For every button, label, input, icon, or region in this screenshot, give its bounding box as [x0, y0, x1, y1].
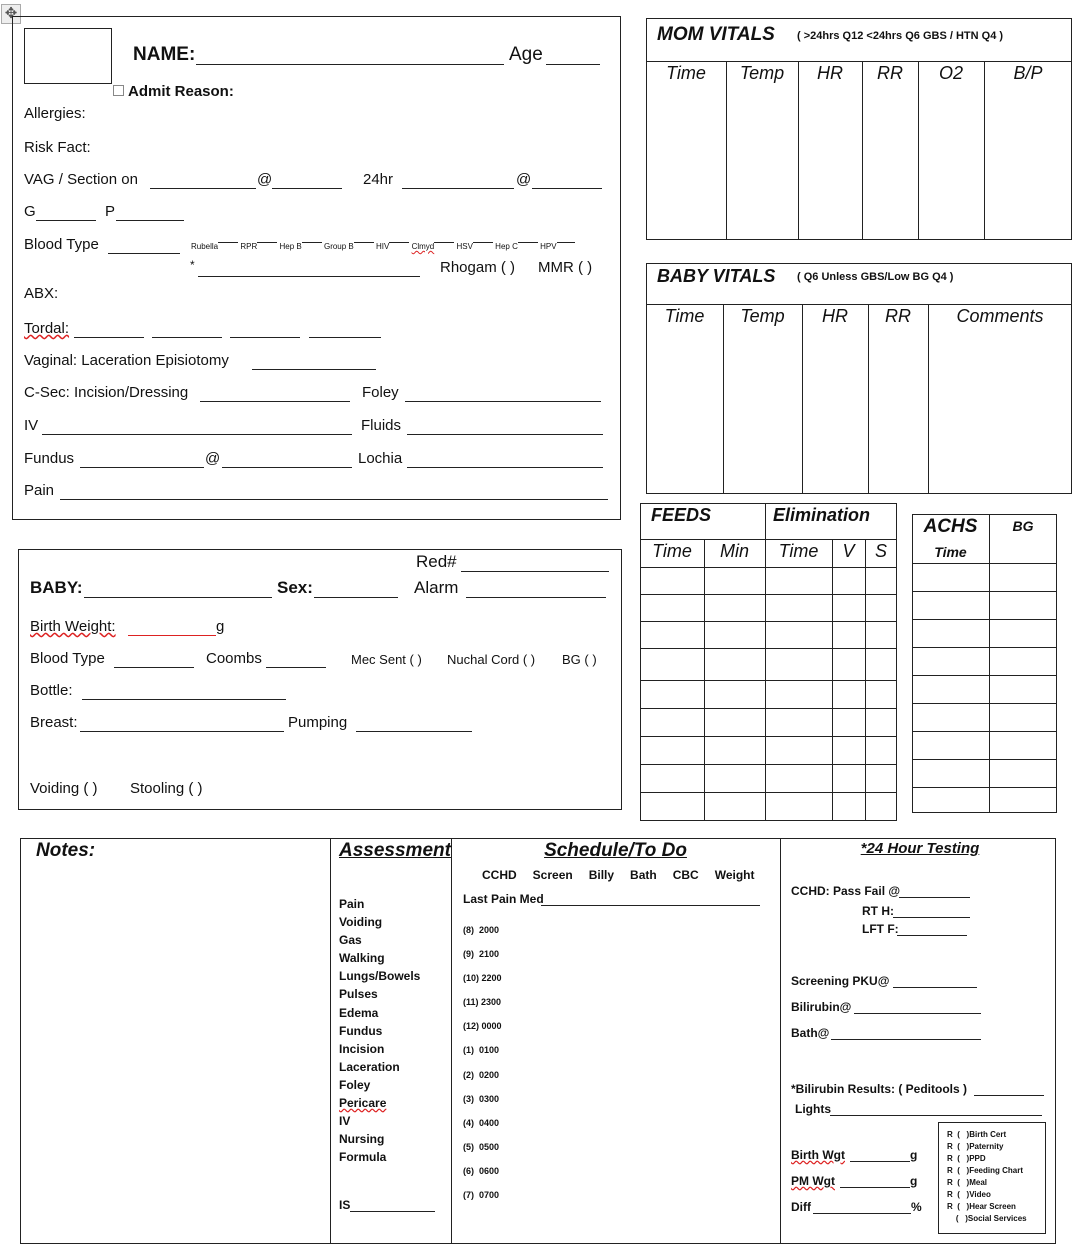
col-temp: Temp	[739, 63, 785, 83]
assessment-item: Pulses	[339, 987, 378, 1002]
birth-wgt-label	[791, 1148, 845, 1162]
cchd-label: CCHD: Pass Fail @	[791, 884, 901, 898]
bg-header: BG	[1012, 518, 1034, 534]
voiding-check[interactable]: Voiding ( )	[30, 780, 98, 797]
col-feed-min: Min	[719, 541, 749, 561]
red-number-label: Red#	[416, 552, 457, 571]
move-handle-icon[interactable]: ✥	[1, 4, 21, 24]
bili-results-field[interactable]	[974, 1095, 1044, 1096]
red-number-field[interactable]	[461, 571, 609, 572]
cchd-field[interactable]	[899, 897, 970, 898]
col-rr: RR	[885, 306, 911, 326]
lochia-field[interactable]	[407, 467, 603, 468]
pm-wgt-text: PM Wgt	[791, 1174, 835, 1188]
assessment-item: Nursing	[339, 1132, 385, 1147]
task-screen: Screen	[532, 868, 573, 882]
task-bath: Bath	[630, 868, 657, 882]
tordal-label: Tordal:	[24, 320, 70, 337]
vaginal-field[interactable]	[252, 369, 376, 370]
time-slot: (10) 2200	[463, 973, 502, 984]
pain-field[interactable]	[60, 499, 608, 500]
mom-vitals-table	[646, 18, 1072, 240]
lab-hep-b: Hep B	[279, 242, 302, 251]
col-time: Time	[664, 306, 705, 326]
time-slot: (11) 2300	[463, 997, 502, 1008]
assessment-item: Laceration	[339, 1059, 400, 1074]
age-label: Age	[509, 44, 543, 65]
birth-weight-label	[30, 618, 116, 635]
col-bp: B/P	[1013, 63, 1043, 83]
col-time: Time	[666, 63, 706, 83]
lab-hiv: HIV	[376, 242, 390, 251]
at-label: @	[257, 171, 273, 188]
feeds-row-line	[640, 621, 897, 622]
lochia-label: Lochia	[358, 450, 403, 467]
testing-title: *24 Hour Testing	[860, 840, 980, 857]
pumping-label: Pumping	[288, 714, 348, 731]
birth-wgt-text: Birth Wgt	[791, 1148, 845, 1162]
gravida-field[interactable]	[36, 220, 96, 221]
bilirubin-label: Bilirubin@	[791, 1000, 852, 1014]
coombs-label: Coombs	[206, 650, 262, 667]
assessment-item: Walking	[339, 951, 385, 966]
name-field[interactable]	[196, 64, 504, 65]
achs-row-line	[912, 647, 1057, 648]
mmr-check[interactable]: MMR ( )	[538, 259, 593, 276]
checklist-hear-screen[interactable]: R ( )Hear Screen	[947, 1202, 1016, 1211]
24hr-time-field[interactable]	[532, 188, 602, 189]
breast-label: Breast:	[30, 714, 78, 731]
bilirubin-field[interactable]	[854, 1013, 981, 1014]
alarm-field[interactable]	[466, 597, 606, 598]
assessment-item: Lungs/Bowels	[339, 969, 421, 984]
baby-blood-type-field[interactable]	[114, 667, 194, 668]
lab-group-b: Group B	[323, 242, 354, 251]
lab-hep-c: Hep C	[495, 242, 518, 251]
csec-field[interactable]	[200, 401, 350, 402]
star-field[interactable]	[198, 276, 420, 277]
checklist-feeding-chart[interactable]: R ( )Feeding Chart	[947, 1166, 1023, 1175]
is-field[interactable]	[350, 1211, 435, 1212]
time-slot: (12) 0000	[463, 1021, 502, 1032]
bath-label: Bath@	[791, 1026, 830, 1040]
bili-results-label: *Bilirubin Results: ( Peditools )	[791, 1082, 968, 1096]
birth-weight-field[interactable]	[128, 635, 216, 636]
lab-rpr: RPR	[240, 242, 258, 251]
feeds-row-line	[640, 708, 897, 709]
risk-factors-label: Risk Fact:	[24, 139, 91, 156]
lft-foot-field[interactable]	[897, 935, 967, 936]
time-slot: (4) 0400	[463, 1117, 500, 1128]
diff-label: Diff	[791, 1200, 811, 1214]
achs-row-line	[912, 591, 1057, 592]
col-hr: HR	[822, 306, 848, 326]
bottle-label: Bottle:	[30, 682, 73, 699]
feeds-row-line	[640, 680, 897, 681]
feeds-row-line	[640, 648, 897, 649]
last-pain-med-label: Last Pain Med	[463, 892, 544, 906]
time-slot: (5) 0500	[463, 1141, 500, 1152]
schedule-title: Schedule/To Do	[544, 840, 687, 861]
task-cbc: CBC	[672, 868, 699, 882]
time-slot: (1) 0100	[463, 1045, 500, 1056]
diff-field[interactable]	[813, 1213, 911, 1214]
feeds-row-line	[640, 792, 897, 793]
label-box	[24, 28, 112, 84]
task-weight: Weight	[714, 868, 755, 882]
stooling-check[interactable]: Stooling ( )	[130, 780, 203, 797]
mom-vitals-note: ( >24hrs Q12 <24hrs Q6 GBS / HTN Q4 )	[797, 30, 1004, 42]
notes-title: Notes:	[36, 840, 96, 861]
assessment-item: Fundus	[339, 1023, 383, 1038]
at-label: @	[516, 171, 532, 188]
feeds-row-line	[640, 594, 897, 595]
assessment-item: Pain	[339, 897, 365, 911]
admit-checkbox[interactable]	[113, 85, 124, 96]
percent-unit: %	[911, 1200, 922, 1214]
checklist-paternity[interactable]: R ( )Paternity	[947, 1142, 1004, 1151]
notes-area[interactable]	[32, 866, 324, 1238]
is-label: IS	[339, 1198, 351, 1212]
achs-time-header: Time	[934, 544, 967, 560]
time-slot: (2) 0200	[463, 1069, 500, 1080]
assessment-item: Foley	[339, 1077, 371, 1092]
tordal-field-3[interactable]	[230, 337, 300, 338]
time-slot: (9) 2100	[463, 949, 500, 960]
achs-row-line	[912, 703, 1057, 704]
fluids-label: Fluids	[361, 417, 402, 434]
nuchal-cord-check[interactable]: Nuchal Cord ( )	[447, 652, 536, 667]
delivery-time-field[interactable]	[272, 188, 342, 189]
grams-unit: g	[910, 1174, 918, 1188]
achs-row-line	[912, 731, 1057, 732]
col-stool: S	[874, 541, 887, 561]
achs-title: ACHS	[923, 516, 978, 537]
achs-row-line	[912, 619, 1057, 620]
fundus-label: Fundus	[24, 450, 75, 467]
fluids-field[interactable]	[407, 434, 603, 435]
col-void: V	[842, 541, 855, 561]
task-cchd: CCHD	[482, 868, 517, 882]
baby-vitals-title: BABY VITALS	[657, 266, 776, 286]
baby-section	[18, 549, 622, 810]
tordal-field-1[interactable]	[74, 337, 144, 338]
birth-weight-text: Birth Weight:	[30, 618, 116, 635]
delivery-date-field[interactable]	[150, 188, 256, 189]
assessment-item: Incision	[339, 1041, 385, 1056]
feeds-row-line	[640, 567, 897, 568]
lab-hpv: HPV	[540, 242, 557, 251]
col-elim-time: Time	[778, 541, 819, 561]
time-slot: (8) 2000	[463, 925, 500, 935]
iv-label: IV	[24, 417, 39, 434]
lab-chlamydia: Clmyd	[411, 242, 435, 251]
allergies-label: Allergies:	[24, 105, 86, 122]
baby-blood-type-label: Blood Type	[30, 650, 105, 667]
checklist-ppd[interactable]: R ( )PPD	[947, 1154, 986, 1163]
assessment-item: Voiding	[339, 915, 383, 930]
bottle-field[interactable]	[82, 699, 286, 700]
rt-hand-field[interactable]	[893, 917, 970, 918]
pku-label: Screening PKU@	[791, 974, 890, 988]
para-label: P	[105, 203, 116, 220]
abx-label: ABX:	[24, 285, 59, 302]
time-slot: (3) 0300	[463, 1093, 500, 1104]
assessment-item: Formula	[339, 1150, 387, 1165]
lights-label: Lights	[795, 1102, 831, 1116]
coombs-field[interactable]	[266, 667, 326, 668]
col-o2: O2	[938, 63, 963, 83]
grams-unit: g	[910, 1148, 918, 1162]
pumping-field[interactable]	[356, 731, 472, 732]
rt-hand-label: RT H:	[862, 904, 894, 918]
sex-label: Sex:	[277, 578, 313, 597]
task-row	[482, 868, 755, 882]
lft-foot-label: LFT F:	[862, 922, 899, 936]
blood-type-field[interactable]	[108, 253, 180, 254]
time-list	[463, 918, 502, 1207]
baby-vitals-note: ( Q6 Unless GBS/Low BG Q4 )	[797, 271, 954, 283]
assessment-item: Pericare	[339, 1096, 387, 1111]
pain-label: Pain	[24, 482, 55, 499]
blood-type-label: Blood Type	[24, 236, 99, 253]
bath-field[interactable]	[831, 1039, 981, 1040]
last-pain-med-field[interactable]	[541, 905, 760, 906]
bg-check[interactable]: BG ( )	[562, 652, 597, 667]
lab-hsv: HSV	[456, 242, 473, 251]
achs-row-line	[912, 675, 1057, 676]
checklist	[947, 1129, 1027, 1225]
checklist-birth-cert[interactable]: R ( )Birth Cert	[947, 1130, 1007, 1139]
csec-label: C-Sec: Incision/Dressing	[24, 384, 189, 401]
assessment-item: Edema	[339, 1005, 379, 1020]
birth-wgt-field[interactable]	[850, 1161, 910, 1162]
baby-name-label: BABY:	[30, 578, 83, 597]
checklist-video[interactable]: R ( )Video	[947, 1190, 991, 1199]
foley-label: Foley	[362, 384, 399, 401]
baby-vitals-table	[646, 263, 1072, 494]
vaginal-label: Vaginal: Laceration Episiotomy	[24, 352, 229, 369]
achs-row-line	[912, 787, 1057, 788]
lights-field[interactable]	[830, 1115, 1042, 1116]
grams-unit: g	[216, 618, 225, 635]
tordal-field-4[interactable]	[309, 337, 381, 338]
achs-row-line	[912, 563, 1057, 564]
col-comments: Comments	[956, 306, 1044, 326]
time-slot: (7) 0700	[463, 1190, 500, 1201]
col-temp: Temp	[740, 306, 785, 326]
feeds-row-line	[640, 764, 897, 765]
baby-name-field[interactable]	[84, 597, 272, 598]
col-hr: HR	[817, 63, 843, 83]
labs-row	[191, 242, 575, 251]
assessment-list	[339, 895, 420, 1166]
iv-field[interactable]	[42, 434, 352, 435]
mom-section	[12, 16, 621, 520]
at-label: @	[205, 450, 221, 467]
lab-rubella: Rubella	[191, 242, 219, 251]
elimination-title: Elimination	[773, 505, 871, 525]
name-label: NAME:	[133, 44, 196, 65]
para-field[interactable]	[116, 220, 184, 221]
checklist-meal[interactable]: R ( )Meal	[947, 1178, 988, 1187]
pm-wgt-field[interactable]	[840, 1187, 910, 1188]
mec-sent-check[interactable]: Mec Sent ( )	[351, 652, 422, 667]
fundus-field[interactable]	[80, 467, 204, 468]
task-billy: Billy	[588, 868, 615, 882]
achs-row-line	[912, 759, 1057, 760]
col-rr: RR	[877, 63, 903, 83]
tordal-field-2[interactable]	[152, 337, 222, 338]
pku-field[interactable]	[893, 987, 977, 988]
alarm-label: Alarm	[414, 578, 459, 597]
foley-field[interactable]	[405, 401, 601, 402]
assessment-item: Gas	[339, 933, 362, 948]
sex-field[interactable]	[314, 597, 398, 598]
24hr-date-field[interactable]	[402, 188, 514, 189]
star-label: *	[190, 258, 195, 272]
mom-vitals-title: MOM VITALS	[657, 24, 775, 45]
gravida-label: G	[24, 203, 36, 220]
delivery-label: VAG / Section on	[24, 171, 138, 188]
col-feed-time: Time	[652, 541, 692, 561]
assessment-title: Assessment	[339, 840, 451, 861]
breast-field[interactable]	[80, 731, 284, 732]
fundus-time-field[interactable]	[222, 467, 352, 468]
age-field[interactable]	[546, 64, 600, 65]
admit-reason-label: Admit Reason:	[128, 83, 234, 100]
feeds-title: FEEDS	[651, 505, 712, 525]
pm-wgt-label	[791, 1174, 835, 1188]
rhogam-check[interactable]: Rhogam ( )	[440, 259, 516, 276]
feeds-row-line	[640, 736, 897, 737]
time-slot: (6) 0600	[463, 1165, 500, 1176]
24hr-label: 24hr	[363, 171, 394, 188]
checklist-social-services[interactable]: ( )Social Services	[947, 1214, 1027, 1223]
assessment-item: IV	[339, 1114, 351, 1129]
